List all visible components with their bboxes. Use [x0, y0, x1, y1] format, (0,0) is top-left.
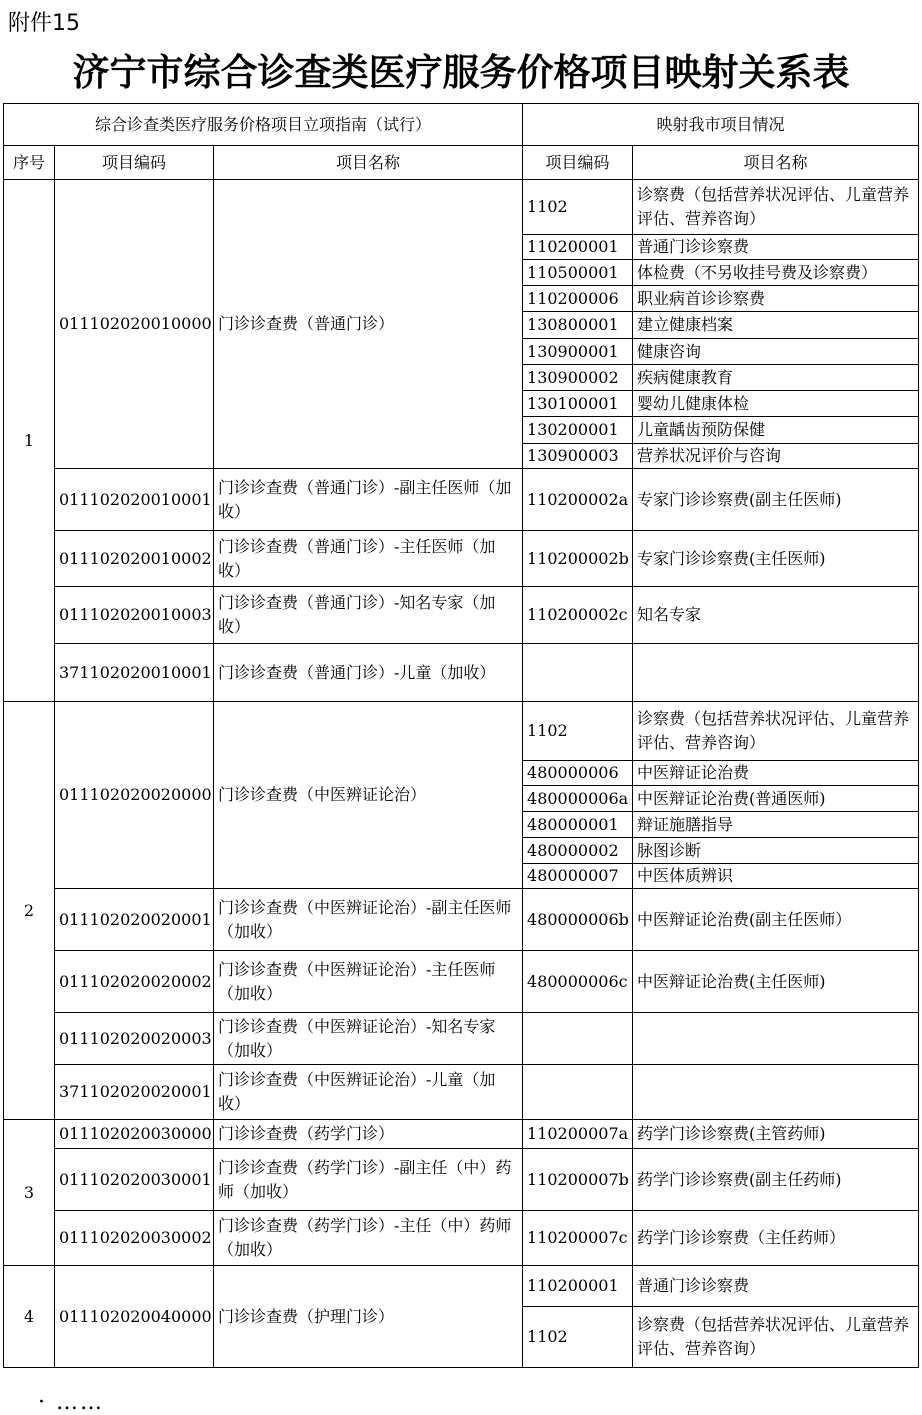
item-name-cell: 门诊诊查费（中医辨证论治）-儿童（加收） — [214, 1065, 523, 1120]
item-name-cell: 门诊诊查费（中医辨证论治）-知名专家（加收） — [214, 1013, 523, 1065]
seq-cell: 4 — [4, 1266, 55, 1368]
local-name-cell: 中医体质辨识 — [633, 864, 919, 889]
local-code-cell — [523, 1013, 633, 1065]
local-name-cell: 普通门诊诊察费 — [633, 1266, 919, 1307]
table-row — [4, 469, 919, 531]
item-code-cell: 011102020030001 — [55, 1149, 214, 1211]
local-name-cell: 辩证施膳指导 — [633, 812, 919, 838]
local-code-cell: 110200001 — [523, 235, 633, 260]
table-row — [4, 531, 919, 587]
item-code-cell: 011102020010003 — [55, 587, 214, 644]
col-header-name: 项目名称 — [214, 146, 523, 180]
item-name-cell: 门诊诊查费（药学门诊） — [214, 1120, 523, 1149]
mapping-table — [3, 103, 919, 1368]
mapping-table-body — [4, 104, 919, 1368]
local-name-cell: 中医辩证论治费 — [633, 761, 919, 786]
table-row — [4, 644, 919, 702]
local-name-cell: 诊察费（包括营养状况评估、儿童营养评估、营养咨询） — [633, 180, 919, 235]
local-name-cell: 营养状况评价与咨询 — [633, 444, 919, 469]
col-header-seq: 序号 — [4, 146, 55, 180]
table-row — [4, 1120, 919, 1149]
table-row — [4, 951, 919, 1013]
table-row — [4, 1013, 919, 1065]
local-name-cell: 药学门诊诊察费(副主任药师) — [633, 1149, 919, 1211]
item-name-cell: 门诊诊查费（中医辨证论治）-主任医师（加收） — [214, 951, 523, 1013]
local-name-cell: 中医辩证论治费(主任医师) — [633, 951, 919, 1013]
local-name-cell: 药学门诊诊察费(主管药师) — [633, 1120, 919, 1149]
table-row — [4, 180, 919, 235]
local-name-cell: 诊察费（包括营养状况评估、儿童营养评估、营养咨询） — [633, 702, 919, 761]
local-code-cell: 110200002b — [523, 531, 633, 587]
item-code-cell: 011102020030000 — [55, 1120, 214, 1149]
local-code-cell: 130200001 — [523, 417, 633, 444]
table-row — [4, 889, 919, 951]
local-name-cell: 婴幼儿健康体检 — [633, 391, 919, 417]
local-code-cell: 110200002c — [523, 587, 633, 644]
local-name-cell: 建立健康档案 — [633, 312, 919, 339]
local-code-cell: 110200007b — [523, 1149, 633, 1211]
local-code-cell: 110200006 — [523, 286, 633, 312]
footer-ellipsis: · …… — [38, 1390, 104, 1415]
local-code-cell: 1102 — [523, 702, 633, 761]
local-name-cell — [633, 1065, 919, 1120]
local-code-cell: 1102 — [523, 1307, 633, 1368]
local-code-cell: 130100001 — [523, 391, 633, 417]
local-name-cell — [633, 1013, 919, 1065]
local-name-cell: 专家门诊诊察费(主任医师) — [633, 531, 919, 587]
local-code-cell: 480000001 — [523, 812, 633, 838]
item-name-cell: 门诊诊查费（药学门诊）-副主任（中）药师（加收） — [214, 1149, 523, 1211]
item-code-cell: 011102020040000 — [55, 1266, 214, 1368]
group-header-local: 映射我市项目情况 — [523, 104, 919, 146]
item-name-cell: 门诊诊查费（普通门诊）-副主任医师（加收） — [214, 469, 523, 531]
local-name-cell: 健康咨询 — [633, 339, 919, 365]
item-code-cell: 011102020010000 — [55, 180, 214, 469]
table-row — [4, 1211, 919, 1266]
local-name-cell: 中医辩证论治费(普通医师) — [633, 786, 919, 812]
table-row — [4, 1065, 919, 1120]
local-code-cell — [523, 644, 633, 702]
page-title: 济宁市综合诊查类医疗服务价格项目映射关系表 — [72, 51, 850, 94]
local-name-cell: 体检费（不另收挂号费及诊察费） — [633, 260, 919, 286]
local-name-cell: 职业病首诊诊察费 — [633, 286, 919, 312]
local-name-cell: 药学门诊诊察费（主任药师） — [633, 1211, 919, 1266]
local-code-cell: 480000006a — [523, 786, 633, 812]
column-header-row — [4, 146, 919, 180]
item-name-cell: 门诊诊查费（中医辨证论治） — [214, 702, 523, 889]
item-name-cell: 门诊诊查费（普通门诊） — [214, 180, 523, 469]
local-code-cell: 130900002 — [523, 365, 633, 391]
table-row — [4, 1149, 919, 1211]
col-header-local-code: 项目编码 — [523, 146, 633, 180]
local-code-cell: 110200002a — [523, 469, 633, 531]
table-row — [4, 587, 919, 644]
item-code-cell: 011102020010002 — [55, 531, 214, 587]
local-code-cell: 110500001 — [523, 260, 633, 286]
local-code-cell: 480000002 — [523, 838, 633, 864]
item-code-cell: 011102020020003 — [55, 1013, 214, 1065]
local-code-cell: 130800001 — [523, 312, 633, 339]
col-header-local-name: 项目名称 — [633, 146, 919, 180]
item-name-cell: 门诊诊查费（普通门诊）-主任医师（加收） — [214, 531, 523, 587]
local-code-cell: 480000006 — [523, 761, 633, 786]
group-header-guide: 综合诊查类医疗服务价格项目立项指南（试行） — [4, 104, 523, 146]
item-code-cell: 011102020030002 — [55, 1211, 214, 1266]
local-name-cell: 普通门诊诊察费 — [633, 235, 919, 260]
item-name-cell: 门诊诊查费（普通门诊）-知名专家（加收） — [214, 587, 523, 644]
local-code-cell: 110200007a — [523, 1120, 633, 1149]
local-name-cell — [633, 644, 919, 702]
item-code-cell: 011102020020001 — [55, 889, 214, 951]
attachment-label: 附件15 — [8, 11, 80, 36]
local-code-cell — [523, 1065, 633, 1120]
local-code-cell: 130900001 — [523, 339, 633, 365]
item-name-cell: 门诊诊查费（护理门诊） — [214, 1266, 523, 1368]
table-row — [4, 1266, 919, 1307]
local-code-cell: 1102 — [523, 180, 633, 235]
local-name-cell: 儿童龋齿预防保健 — [633, 417, 919, 444]
seq-cell: 2 — [4, 702, 55, 1120]
item-code-cell: 011102020020000 — [55, 702, 214, 889]
local-name-cell: 疾病健康教育 — [633, 365, 919, 391]
local-name-cell: 中医辩证论治费(副主任医师） — [633, 889, 919, 951]
col-header-code: 项目编码 — [55, 146, 214, 180]
local-code-cell: 110200007c — [523, 1211, 633, 1266]
group-header-row — [4, 104, 919, 146]
table-row — [4, 702, 919, 761]
local-name-cell: 诊察费（包括营养状况评估、儿童营养评估、营养咨询） — [633, 1307, 919, 1368]
local-code-cell: 130900003 — [523, 444, 633, 469]
item-code-cell: 371102020010001 — [55, 644, 214, 702]
item-name-cell: 门诊诊查费（普通门诊）-儿童（加收） — [214, 644, 523, 702]
local-name-cell: 脉图诊断 — [633, 838, 919, 864]
seq-cell: 1 — [4, 180, 55, 702]
seq-cell: 3 — [4, 1120, 55, 1266]
local-name-cell: 专家门诊诊察费(副主任医师) — [633, 469, 919, 531]
item-code-cell: 011102020020002 — [55, 951, 214, 1013]
local-code-cell: 480000007 — [523, 864, 633, 889]
local-code-cell: 480000006c — [523, 951, 633, 1013]
item-name-cell: 门诊诊查费（药学门诊）-主任（中）药师（加收） — [214, 1211, 523, 1266]
item-code-cell: 011102020010001 — [55, 469, 214, 531]
local-code-cell: 480000006b — [523, 889, 633, 951]
item-name-cell: 门诊诊查费（中医辨证论治）-副主任医师（加收） — [214, 889, 523, 951]
local-name-cell: 知名专家 — [633, 587, 919, 644]
local-code-cell: 110200001 — [523, 1266, 633, 1307]
item-code-cell: 371102020020001 — [55, 1065, 214, 1120]
